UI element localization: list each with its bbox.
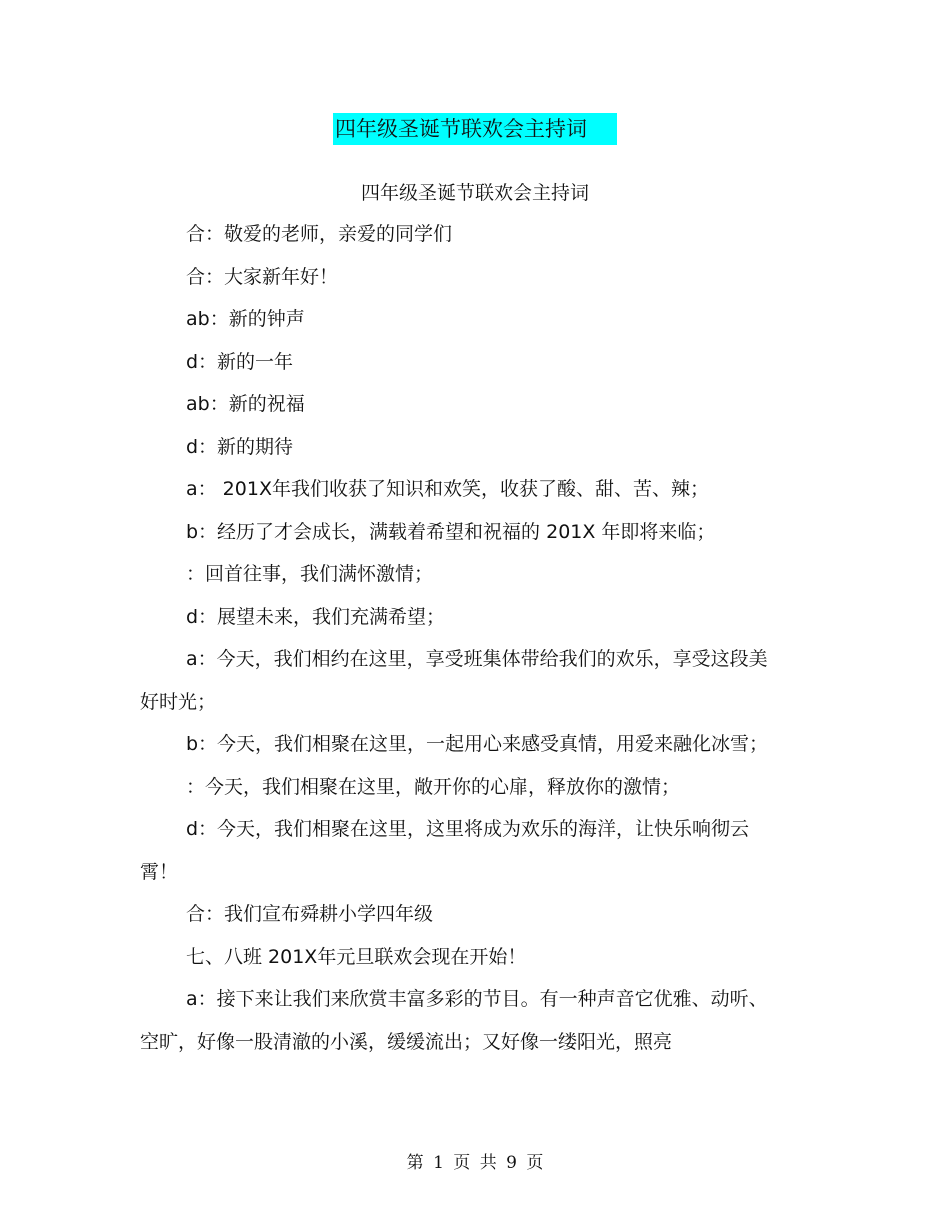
page-footer: 第 1 页 共 9 页 <box>406 1153 544 1173</box>
title-wrapper <box>0 113 950 145</box>
paragraph: 合：我们宣布舜耕小学四年级 <box>186 903 434 925</box>
paragraph: a： 201X年我们收获了知识和欢笑，收获了酸、甜、苦、辣； <box>186 478 709 500</box>
paragraph: d：今天，我们相聚在这里，这里将成为欢乐的海洋，让快乐响彻云霄！ <box>140 818 750 883</box>
document-subtitle: 四年级圣诞节联欢会主持词 <box>360 182 589 204</box>
paragraph: d：展望未来，我们充满希望； <box>186 605 446 628</box>
paragraph: d：新的期待 <box>186 435 294 458</box>
paragraph: ：回首往事，我们满怀激情； <box>186 563 434 585</box>
paragraph: ab：新的钟声 <box>186 308 305 330</box>
paragraph: d：新的一年 <box>186 350 294 373</box>
paragraph: a：今天，我们相约在这里，享受班集体带给我们的欢乐，享受这段美好时光； <box>140 648 768 713</box>
paragraph: ：今天，我们相聚在这里，敞开你的心扉，释放你的激情； <box>186 775 681 798</box>
paragraph: a：接下来让我们来欣赏丰富多彩的节目。有一种声音它优雅、动听、空旷，好像一股清澈的小溪，缓缓流出；又好像一缕阳光，照亮 <box>140 988 768 1053</box>
paragraph: b：经历了才会成长，满载着希望和祝福的 201X 年即将来临； <box>186 520 716 543</box>
paragraph: b：今天，我们相聚在这里，一起用心来感受真情，用爱来融化冰雪； <box>186 733 769 755</box>
document-body <box>140 213 770 1063</box>
document-title: 四年级圣诞节联欢会主持词 <box>333 113 617 145</box>
paragraph: 七、八班 201X年元旦联欢会现在开始！ <box>186 945 527 968</box>
paragraph: ab：新的祝福 <box>186 393 305 415</box>
paragraph: 合：敬爱的老师，亲爱的同学们 <box>186 223 453 245</box>
paragraph: 合：大家新年好！ <box>186 265 339 288</box>
